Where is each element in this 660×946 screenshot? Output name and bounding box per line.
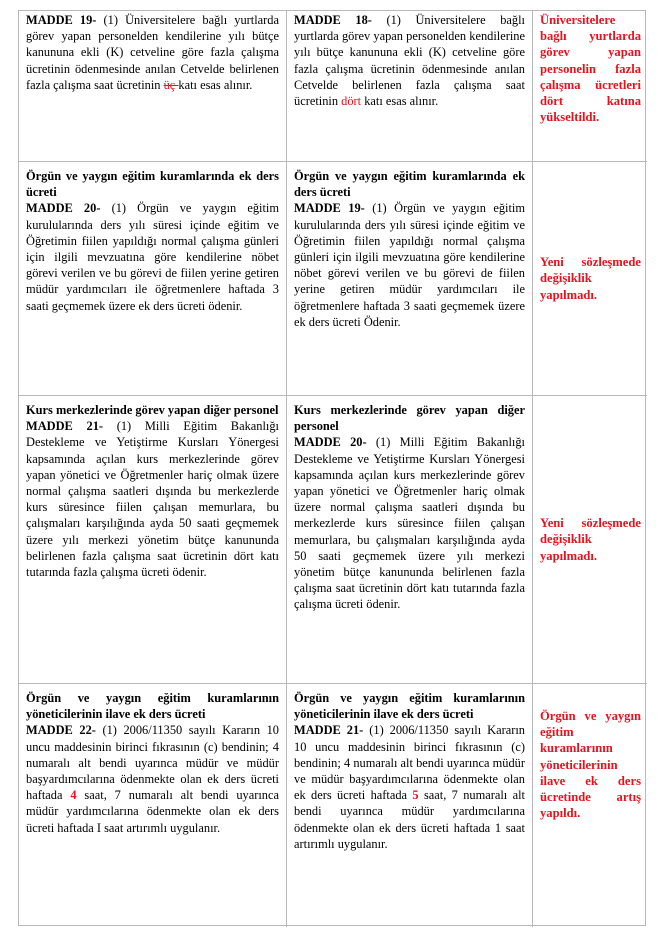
article-text: (1) Milli Eğitim Bakanlığı Destekleme ve Yetiştirme Kursları Yönergesi kapsamında açılan kurs merkezlerinde görev yapan yönetici ve Öğretmenler hariç olmak üzere normal çalışma saatleri dışında bu merkezlerde kurs süresince fiilen çalışan memurlara, bu çalışmaları karşılığında ayda 50 saati geçmemek üzere yılı merkezi yönetim bütçe kanununda belirlenen fazla çalışma saat ücretinin dört katı tutarında fazla çalışma ücreti ödenir. xyxy=(294,435,525,612)
article-number: MADDE 20- xyxy=(294,435,367,450)
article-heading: Örgün ve yaygın eğitim kuramlarında ek ders ücreti xyxy=(294,169,525,200)
article-text-end: saat, 7 numaralı alt bendi uyarınca müdür yardımcılarına ödenmekte olan ek ders ücreti haftada I saat artırımlı uygulanır. xyxy=(26,788,279,835)
old-regulation-cell xyxy=(19,396,287,683)
comparison-table xyxy=(18,10,646,926)
article-number: MADDE 19- xyxy=(294,201,365,216)
article-heading: Kurs merkezlerinde görev yapan diğer personel xyxy=(294,403,525,434)
changed-value: 4 xyxy=(70,788,77,803)
changed-value: dört xyxy=(341,94,362,109)
article-heading: Örgün ve yaygın eğitim kuramlarının yöneticilerinin ilave ek ders ücreti xyxy=(294,691,525,722)
changed-value: 5 xyxy=(412,788,419,803)
article-text-end: katı esas alınır. xyxy=(178,77,253,92)
article-text: (1) Örgün ve yaygın eğitim kurulularında ders yılı süresi içinde eğitim ve Öğretimin fiilen yapıldığı normal çalışma günleri için ilgili mevzuatına göre kendilerine nöbet görevi verilen ve bu görevi de fiilen yerine getiren müdür yardımcıları ile öğretmenlere haftada 3 saati geçmemek üzere ek ders ücreti Ödenir. xyxy=(294,201,526,329)
article-heading: Örgün ve yaygın eğitim kuramlarında ek ders ücreti xyxy=(26,169,279,200)
table-row xyxy=(19,161,647,395)
article-number: MADDE 21- xyxy=(294,723,364,738)
article-text: (1) 2006/11350 sayılı Kararın 10 uncu maddesinin birinci fıkrasının (c) bendinin; 4 numaralı alt bendi uyarınca müdür ve müdür başyardımcılarına ödenmekte olan ek ders ücreti haftada xyxy=(26,723,279,803)
old-regulation-cell xyxy=(19,11,287,161)
changed-value: üç xyxy=(163,77,179,92)
change-note xyxy=(533,11,647,161)
new-regulation-cell xyxy=(287,684,533,927)
article-number: MADDE 22- xyxy=(26,723,96,738)
change-note xyxy=(533,396,647,683)
new-regulation-cell xyxy=(287,396,533,683)
article-text-end: katı esas alınır. xyxy=(361,94,439,109)
change-note-text: Üniversitelere bağlı yurtlarda görev yapan personelin fazla çalışma ücretleri dört katına yükseltildi. xyxy=(540,13,641,125)
article-number: MADDE 20- xyxy=(26,201,101,216)
old-regulation-cell xyxy=(19,162,287,395)
article-text: (1) Milli Eğitim Bakanlığı Destekleme ve Yetiştirme Kursları Yönergesi kapsamında açılan kurs merkezlerinde görev yapan yönetici ve Öğretmenler hariç olmak üzere normal çalışma saatleri dışında bu merkezlerde kurs süresince fiilen çalışan memurlara, bu çalışmaları karşılığında ayda 50 saati geçmemek üzere yılı merkezi yönetim bütçe kanununda belirlenen fazla çalışma saat ücretinin dört katı tutarında fazla çalışma ücreti ödenir. xyxy=(26,419,279,580)
article-text: (1) 2006/11350 sayılı Kararın 10 uncu maddesinin birinci fıkrasının (c) bendinin; 4 numaralı alt bendi uyarınca müdür ve müdür başyardımcılarına ödenmekte olan ek ders ücreti haftada xyxy=(294,723,525,803)
article-heading: Örgün ve yaygın eğitim kuramlarının yöneticilerinin ilave ek ders ücreti xyxy=(26,691,279,722)
change-note-text: Yeni sözleşmede değişiklik yapılmadı. xyxy=(540,516,641,563)
article-text: (1) Üniversitelere bağlı yurtlarda görev yapan personelden kendilerine yılı bütçe kanununa ekli (K) cetveline göre fazla çalışma ücretinin ödenmesinde anılan Cetvelde belirlenen fazla çalışma saat ücretinin xyxy=(294,13,525,109)
old-regulation-cell xyxy=(19,684,287,927)
article-number: MADDE 21- xyxy=(26,419,104,434)
change-note-text: Yeni sözleşmede değişiklik yapılmadı. xyxy=(540,255,641,302)
article-text: (1) Örgün ve yaygın eğitim kurulularında ders yılı süresi içinde eğitim ve Öğretimin fiilen yapıldığı normal çalışma günleri için ilgili mevzuatına göre kendilerine nöbet görevi verilen ve bu görevi de fiilen yerine getiren müdür yardımcıları ile öğretmenlere haftada 3 saati geçmemek üzere ek ders ücreti ödenir. xyxy=(26,201,280,313)
table-row xyxy=(19,11,647,161)
article-text: (1) Üniversitelere bağlı yurtlarda görev yapan personelden kendilerine yılı bütçe kanununa ekli (K) cetveline göre fazla çalışma ücretinin ödenmesinde anılan Cetvelde belirlenen fazla çalışma saat ücretinin xyxy=(26,13,279,92)
article-number: MADDE 18- xyxy=(294,13,372,27)
article-text-end: saat, 7 numaralı alt bendi uyarınca müdür yardımcılarına ödenmekte olan ek ders ücreti haftada 1 saat artırımlı uygulanır. xyxy=(294,788,525,851)
table-row xyxy=(19,683,647,927)
document-page xyxy=(18,10,646,926)
change-note xyxy=(533,162,647,395)
change-note-text: Örgün ve yaygın eğitim kuramlarının yöneticilerinin ilave ek ders ücretinde artış yapıldı. xyxy=(540,709,641,821)
table-row xyxy=(19,395,647,683)
change-note xyxy=(533,684,647,927)
article-heading: Kurs merkezlerinde görev yapan diğer personel xyxy=(26,403,279,417)
article-number: MADDE 19- xyxy=(26,13,97,27)
new-regulation-cell xyxy=(287,11,533,161)
new-regulation-cell xyxy=(287,162,533,395)
